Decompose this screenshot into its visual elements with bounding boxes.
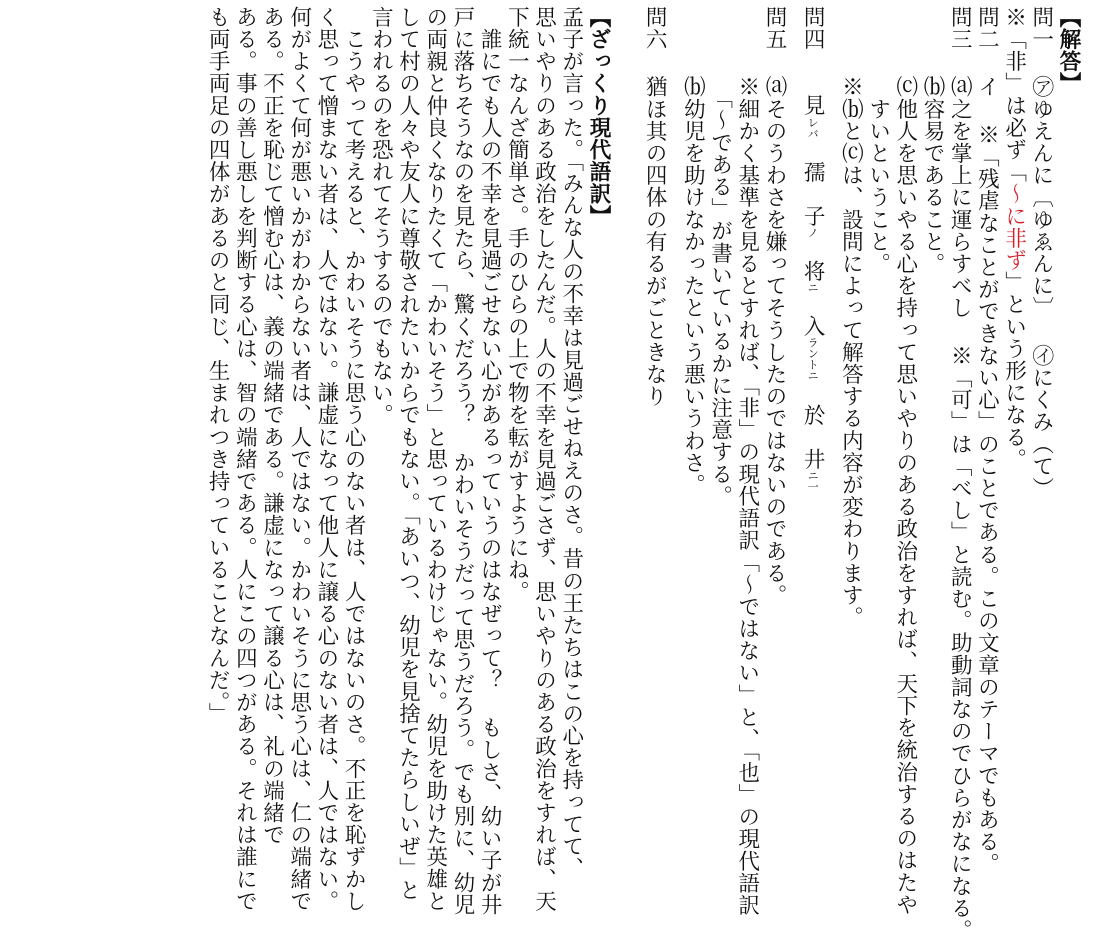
q5-answer-line-a: 問五 ⒜そのうわさを嫌ってそうしたのではないのである。 <box>761 6 787 607</box>
kanbun-reading-mark: レバ <box>806 116 820 139</box>
kanbun-spacer <box>800 238 825 260</box>
translation-line: く思って憎まない者は、人ではない。謙虚になって他人に譲る心のない者は、人ではない。 <box>313 6 339 913</box>
translation-line: 孟子が言った。「みんな人の不幸は見過ごせねえのさ。昔の王たちはこの心を持ってて、 <box>558 6 584 880</box>
translation-line: 誰にでも人の不幸を見過ごせない心があるっていうのはなぜって？ もしさ、幼い子が井 <box>477 6 503 916</box>
kanbun-char: 見 <box>800 94 826 117</box>
kanbun-char: 於 <box>800 403 826 426</box>
kanbun-reading-mark: ノ <box>806 226 820 238</box>
translation-line: 思いやりのある政治をしたんだ。人の不幸を見過ごさず、思いやりのある政治をすれば、天 <box>531 6 557 913</box>
translation-line: 何がよくて何が悪いかがわからない者は、人ではない。かわいそうに思う心は、仁の端緒で <box>286 6 312 913</box>
q4-label: 問四 <box>800 6 826 51</box>
translation-line: して村の人々や友人に尊敬されたいからでもない。「あいつ、幼児を見捨てたらしいぜ」と <box>395 6 421 902</box>
kanbun-char: 入 <box>800 315 826 338</box>
q3-answer-line-b: ⒝容易であること。 <box>919 75 945 275</box>
translation-line: の両親と仲良くなりたくて「かわいそう」と思っているわけじゃない。幼児を助けた英雄と <box>422 6 448 913</box>
q3-note-line: ※⒝と⒞は、設問によって解答する内容が変わります。 <box>838 75 864 629</box>
kanbun-reading-mark: ニ <box>806 282 820 294</box>
q5-note-line-a: ※細かく基準を見るとすれば、「非」の現代語訳「〜ではない」と、「也」の現代語訳 <box>734 75 760 917</box>
q4-kanbun-text <box>800 94 825 514</box>
translation-line: ある。不正を恥じて憎む心は、義の端緒である。謙虚になって譲る心は、礼の端緒で <box>259 6 285 846</box>
kanbun-reading-mark: ラントニ <box>806 337 820 382</box>
kanbun-reading-mark: ニ一 <box>806 469 820 492</box>
q5-note-line-b: 「〜である」が書いているかに注意する。 <box>707 97 733 508</box>
q1-note-start: ※「非」は必ず「 <box>1001 6 1027 183</box>
kanbun-char: 井 <box>800 447 826 470</box>
q1-answer-line: 問一 ㋐ゆえんに〔ゆゑんに〕 ㋑にくみ（て） <box>1028 6 1054 500</box>
kanbun-spacer <box>800 492 825 514</box>
translation-line: 言われるのを恐れてそうするのでもない。 <box>368 6 394 426</box>
section-spacer <box>612 6 641 853</box>
kanbun-spacer <box>800 183 825 205</box>
kanbun-char: 将 <box>800 260 826 283</box>
translation-line: 戸に落ちそうなのを見たら、驚くだろう？ かわいそうだって思うだろう。でも別に、幼児 <box>449 6 475 916</box>
q6-answer-line: 問六 猶ほ其の四体の有るがごときなり <box>642 6 668 408</box>
translation-heading: 【ざっくり現代語訳】 <box>585 6 611 227</box>
q5-answer-line-b: ⒝幼児を助けなかったという悪いうわさ。 <box>680 75 706 496</box>
translation-line: こうやって考えると、かわいそうに思う心のない者は、人ではないのさ。不正を恥ずかし <box>341 6 367 913</box>
q1-note-end: 」という形になる。 <box>1001 271 1027 471</box>
kanbun-spacer <box>800 381 825 403</box>
q4-kanbun-line <box>799 6 826 853</box>
kanbun-spacer <box>800 426 825 448</box>
q2-answer-line: 問二 イ ※「残虐なことができない心」のことである。この文章のテーマでもある。 <box>974 6 1000 875</box>
spacer <box>788 6 799 853</box>
q3-answer-line-c: ⒞他人を思いやる心を持って思いやりのある政治をすれば、天下を統治するのはたや <box>892 75 918 916</box>
translation-line: も両手両足の四体があるのと同じ、生まれつき持っていることなんだ。」 <box>205 6 231 725</box>
q1-note-line <box>1000 6 1027 853</box>
spacer <box>668 6 679 853</box>
q3-answer-line-c-cont: すいということ。 <box>865 97 891 275</box>
q3-answer-line-a: 問三 ⒜之を掌上に運らすべし ※「可」は「べし」と読む。助動詞なのでひらがなになる。 <box>947 6 973 941</box>
kanbun-spacer <box>800 293 825 315</box>
answer-heading: 【解答】 <box>1056 6 1081 95</box>
spacer <box>826 6 837 853</box>
translation-line: 下統一なんざ簡単さ。手のひらの上で物を転がすようにね。 <box>504 6 530 603</box>
translation-line: ある。事の善し悪しを判断する心は、智の端緒である。人にこの四つがある。それは誰にで <box>232 6 258 913</box>
kanbun-char: 子 <box>800 204 826 227</box>
q1-note-highlight: 〜に非ず <box>1001 182 1027 272</box>
kanbun-char: 孺 <box>800 160 826 183</box>
kanbun-spacer <box>800 139 825 161</box>
